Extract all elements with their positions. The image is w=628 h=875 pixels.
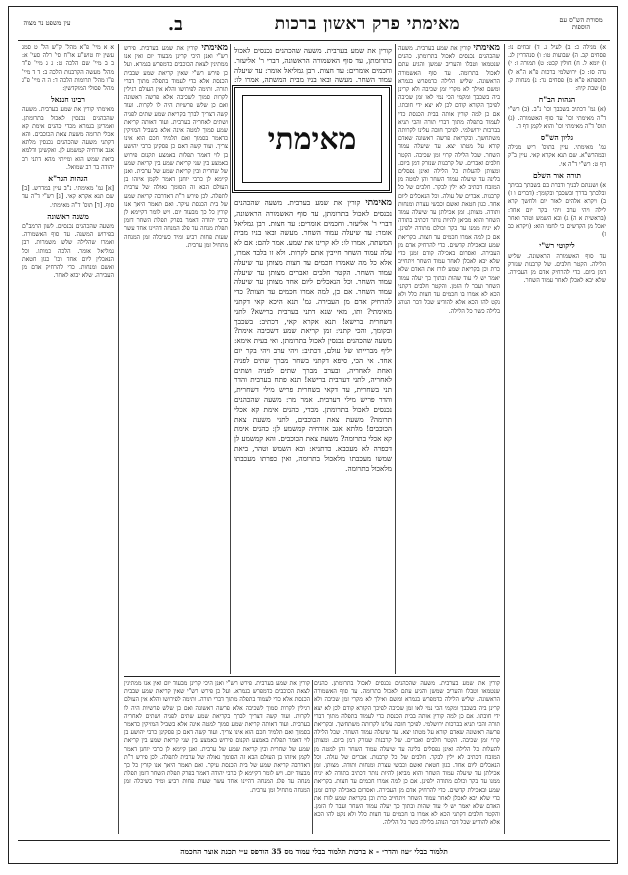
hagahot-gra-heading: הגהות הגר"א [48, 174, 88, 184]
page-header [18, 12, 610, 36]
tosafot-lead-word: מאימתי [201, 44, 228, 53]
rashi-text: קורין את שמע בערבית. משעה שהכהנים נכנסים לאכול בתרומתן. כהנים שנטמאו וטבלו והעריב שמשן והגיע עתם לאכול בתרומה. עד סוף האשמורה הראשונה. שליש הלילה כדמפרש בגמרא ומשם ואילך לא מקרי זמן שכיבה ולא קרינן ביה בשכבך ומקמי הכי נמי לאו זמן שכיבה לפיכך הקורא קודם לכן לא יצא ידי חובתו. אם כן למה קורין אותה בבית הכנסת כדי לעמוד בתפלה מתוך דברי תורה והכי תניא בברכות ירושלמי. לפיכך חובה עלינו לקרותה משתחשך. ובקריאת פרשה ראשונה שאדם קורא על מטתו יצא. עד שיעלה עמוד השחר. שכל הלילה קרוי זמן שכיבה. הקטר חלבים ואברים. של קרבנות שנזרק דמן ביום. ומצותן להעלות כל הלילה ואינן נפסלים בלינה עד שיעלה עמוד השחר והן למטה מן המזבח דכתיב לא ילין לבקר. חלבים של כל קרבנות. אברים של עולה. וכל הנאכלים ליום אחד. כגון חטאת ואשם וכבשי עצרת ומנחות ותודה. מצותן. זמן אכילתן עד שיעלה עמוד השחר והוא מביאן להיות נותר דכתיב בתודה לא יניח ממנו עד בקר וכולם מתודה ילפינן. אם כן למה אמרו חכמים עד חצות. בקריאת שמע ובאכילת קדשים. כדי להרחיק אדם מן העבירה. ואסרום באכילה קודם זמנן כדי שלא יבא לאכלן לאחר עמוד השחר ויתחייב כרת וכן בקריאת שמע לזרז את האדם שלא יאמר יש לי עוד שהות ובתוך כך יעלה עמוד השחר ועבר לו הזמן. והקטר חלבים דקתני הכא לא אמרו בו חכמים עד חצות כלל ולא נקט להו הכא אלא להודיע שכל דבר הנוהג בלילה כשר כל הלילה. [398, 45, 500, 315]
ein-mishpat-text: א א מיי' פ"א מהל' ק"ש הל' ט סמג עשין יח טוש"ע או"ח סי' רלה סעי' א: ב ב מיי' שם הלכה ט: ג ג מיי' פ"ד מהל' מעשה הקרבנות הלכה ב: ד ד מיי' פ"ו מהל' תרומות הלכה ד: ה ה מיי' פ"ג מהל' פסולי המוקדשין: [22, 44, 114, 93]
right-margin-divider [504, 44, 505, 834]
mishnah-rishonah-text: משעה שהכהנים נכנסים. לשון הרמב"ם בפירוש המשנה. עד סוף האשמורה. ואמרו שהלילה שלש משמרות. רבן גמליאל אומר. הלכה כמותו. וכל הנאכלין ליום אחד וכו' כגון חטאת ואשם ומנחות. כדי להרחיק אדם מן העבירה. שלא יבוא לאחר. [22, 223, 114, 280]
likutei-rashi-heading: ליקוטי רש"י [539, 241, 575, 251]
title-box-word: מאימתי [267, 121, 357, 157]
tosafot-column [124, 44, 228, 674]
page-footer: תלמוד בבלי ״עוז והדר״ - א ברכות תלמוד בבלי עמוד מס 35 הודפס ע״י תכנת אוצר החכמה [180, 847, 448, 856]
rashi-divider [395, 44, 396, 674]
title-box [232, 85, 392, 193]
header-rule [18, 40, 610, 41]
rashi-continuation-text: קורין את שמע בערבית. משעה שהכהנים נכנסים לאכול בתרומתן. כהנים שנטמאו וטבלו והעריב שמשן והגיע עתם לאכול בתרומה. עד סוף האשמורה הראשונה. שליש הלילה כדמפרש בגמרא ומשם ואילך לא מקרי זמן שכיבה ולא קרינן ביה בשכבך ומקמי הכי נמי לאו זמן שכיבה לפיכך הקורא קודם לכן לא יצא ידי חובתו. אם כן למה קורין אותה בבית הכנסת כדי לעמוד בתפלה מתוך דברי תורה והכי תניא בברכות ירושלמי. לפיכך חובה עלינו לקרותה משתחשך. ובקריאת פרשה ראשונה שאדם קורא על מטתו יצא. עד שיעלה עמוד השחר. שכל הלילה קרוי זמן שכיבה. הקטר חלבים ואברים. של קרבנות שנזרק דמן ביום. ומצותן להעלות כל הלילה ואינן נפסלים בלינה עד שיעלה עמוד השחר והן למטה מן המזבח דכתיב לא ילין לבקר. חלבים של כל קרבנות. אברים של עולה. וכל הנאכלים ליום אחד. כגון חטאת ואשם וכבשי עצרת ומנחות ותודה. מצותן. זמן אכילתן עד שיעלה עמוד השחר והוא מביאן להיות נותר דכתיב בתודה לא יניח ממנו עד בקר וכולם מתודה ילפינן. אם כן למה אמרו חכמים עד חצות. בקריאת שמע ובאכילת קדשים. כדי להרחיק אדם מן העבירה. ואסרום באכילה קודם זמנן כדי שלא יבא לאכלן לאחר עמוד השחר ויתחייב כרת וכן בקריאת שמע לזרז את האדם שלא יאמר יש לי עוד שהות ובתוך כך יעלה עמוד השחר ועבר לו הזמן. והקטר חלבים דקתני הכא לא אמרו בו חכמים עד חצות כלל ולא נקט להו הכא אלא להודיע שכל דבר הנוהג בלילה כשר כל הלילה. [314, 680, 500, 827]
gemara-intro-text: קורין את שמע בערבית. משעה שהכהנים נכנסים לאכול בתרומתן, עד סוף האשמורה הראשונה, דברי ר' אליעזר. וחכמים אומרים: עד חצות. רבן גמליאל אומר: עד שיעלה עמוד השחר. מעשה ובאו בניו מבית המשתה, אמרו לו: [234, 46, 392, 84]
rashi-lead-word: מאימתי [473, 44, 500, 53]
ein-mishpat-header-label: עין משפט נר מצוה [23, 19, 71, 28]
right-margin [508, 44, 606, 834]
hagahot-bach-heading: הגהות הב"ח [538, 95, 576, 105]
rashi-continuation [314, 680, 500, 834]
torah-or-heading: תורה אור השלם [533, 170, 581, 180]
left-margin [22, 44, 114, 834]
torah-or-text: א) ושננתם לבניך ודברת בם בשבתך בביתך ובלכתך בדרך ובשכבך ובקומך: (דברים ו ז) ב) ויקרא אלהים לאור יום ולחשך קרא לילה ויהי ערב ויהי בקר יום אחד: (בראשית א ה) ג) ובא השמש וטהר ואחר יאכל מן הקדשים כי לחמו הוא: (ויקרא כב ז) [508, 182, 606, 239]
lower-divider [312, 680, 313, 834]
tosafot-text: קורין את שמע בערבית. פירש רש"י ואנן היכי קרינן מבעוד יום ואין אנו ממתינין לצאת הכוכבים כדמפרש בגמרא. ועל כן פירש רש"י שאין קריאת שמע שבבית הכנסת אלא כדי לעמוד בתפלה מתוך דברי תורה. ותימה לפירושו והלא אין העולם רגילין לקרות סמוך לשכיבה אלא פרשה ראשונה ואם כן שלש פרשיות היה לו לקרות. ועוד קשה דצריך לברך בקריאת שמע שתים לפניה ושתים לאחריה בערבית. ועוד דאותה קריאת שמע סמוך למטה אינה אלא בשביל המזיקין כדאמר בסמוך ואם תלמיד חכם הוא אינו צריך. ועוד קשה דאם כן פסקינן כרבי יהושע בן לוי דאמר תפלות באמצע תקנום פירוש באמצע בין שני קריאת שמע בין קריאת שמע של שחרית ובין קריאת שמע של ערבית. ואנן קיימא לן כרבי יוחנן דאמר לקמן איזהו בן העולם הבא זה הסומך גאולה של ערבית לתפלה. לכן פירש ר"ת דאדרבה קריאת שמע של בית הכנסת עיקר. ואם תאמר היאך אנו קורין כל כך מבעוד יום. ויש לומר דקיימא לן כרבי יהודה דאמר בפרק תפלת השחר דזמן תפלת מנחה עד פלג המנחה דהיינו אחד עשר שעות פחות רביע ומיד כשיכלה זמן המנחה מתחיל זמן ערבית. [124, 45, 228, 249]
footer-rule [18, 840, 610, 841]
likutei-rashi-text: עד סוף האשמורה הראשונה. שליש הלילה. הקטר חלבים. של קרבנות שנזרק דמן ביום. כדי להרחיק אדם מן העבירה. שלא יבא לאכלן לאחר עמוד השחר. [508, 252, 606, 285]
gemara-main-text [234, 198, 392, 674]
title-box-inner [242, 95, 382, 183]
mesoret-header-label: מסורת הש"ס עם הוספות [559, 15, 603, 31]
rabbeinu-chananel-heading: רבינו חננאל [51, 95, 85, 105]
gemara-body: קורין את שמע בערבית. משעה שהכהנים נכנסים לאכול בתרומתן, עד סוף האשמורה הראשונה, דברי ר' אליעזר. וחכמים אומרים: עד חצות. רבן גמליאל אומר: עד שיעלה עמוד השחר. מעשה ובאו בניו מבית המשתה, אמרו לו: לא קרינו את שמע. אמר להם: אם לא עלה עמוד השחר חייבין אתם לקרות. ולא זו בלבד אמרו, אלא כל מה שאמרו חכמים עד חצות מצותן עד שיעלה עמוד השחר. הקטר חלבים ואברים מצותן עד שיעלה עמוד השחר. וכל הנאכלים ליום אחד מצותן עד שיעלה עמוד השחר. אם כן, למה אמרו חכמים עד חצות? כדי להרחיק אדם מן העבירה. גמ' תנא היכא קאי דקתני מאימתי? ותו, מאי שנא דתני בערבית ברישא? לתני דשחרית ברישא! תנא אקרא קאי, דכתיב: בשכבך ובקומך, והכי קתני: זמן קריאת שמע דשכיבה אימת? משעה שהכהנים נכנסין לאכול בתרומתן. ואי בעית אימא: יליף מברייתו של עולם, דכתיב: ויהי ערב ויהי בקר יום אחד. אי הכי, סיפא דקתני בשחר מברך שתים לפניה ואחת לאחריה, ובערב מברך שתים לפניה ושתים לאחריה, לתני דערבית ברישא! תנא פתח בערבית והדר תני בשחרית, עד דקאי בשחרית פריש מילי דשחרית, והדר פריש מילי דערבית. אמר מר: משעה שהכהנים נכנסים לאכול בתרומתן. מכדי, כהנים אימת קא אכלי תרומה? משעת צאת הכוכבים, לתני משעת צאת הכוכבים! מלתא אגב אורחיה קמשמע לן: כהנים אימת קא אכלי בתרומה? משעת צאת הכוכבים. והא קמשמע לן דכפרה לא מעכבא. כדתניא: ובא השמש וטהר, ביאת שמשו מעכבתו מלאכול בתרומה, ואין כפרתו מעכבתו מלאכול בתרומה. [234, 198, 392, 473]
gemara-lead-word: מאימתי [365, 198, 392, 208]
rabbeinu-chananel-text: מאימתי קורין את שמע בערבית. משעה שהכהנים נכנסין לאכול בתרומתן. ואמרינן בגמרא מכדי כהנים אימת קא אכלי תרומה משעת צאת הכוכבים. והא דקתני משעה שהכהנים נכנסין מלתא אגב אורחיה קמשמע לן. ואקשינן ודלמא ביאת שמש הוא ומייתי מהא דתני רב יהודה בר רב שמואל. [22, 106, 114, 171]
gilyon-hashas-heading: גליון הש"ס [540, 133, 574, 143]
gemara-top-block [234, 46, 392, 84]
tosafot-continuation-text: קורין את שמע בערבית. פירש רש"י ואנן היכי קרינן מבעוד יום ואין אנו ממתינין לצאת הכוכבים כדמפרש בגמרא. ועל כן פירש רש"י שאין קריאת שמע שבבית הכנסת אלא כדי לעמוד בתפלה מתוך דברי תורה. ותימה לפירושו והלא אין העולם רגילין לקרות סמוך לשכיבה אלא פרשה ראשונה ואם כן שלש פרשיות היה לו לקרות. ועוד קשה דצריך לברך בקריאת שמע שתים לפניה ושתים לאחריה בערבית. ועוד דאותה קריאת שמע סמוך למטה אינה אלא בשביל המזיקין כדאמר בסמוך ואם תלמיד חכם הוא אינו צריך. ועוד קשה דאם כן פסקינן כרבי יהושע בן לוי דאמר תפלות באמצע תקנום פירוש באמצע בין שני קריאת שמע בין קריאת שמע של שחרית ובין קריאת שמע של ערבית. ואנן קיימא לן כרבי יוחנן דאמר לקמן איזהו בן העולם הבא זה הסומך גאולה של ערבית לתפלה. לכן פירש ר"ת דאדרבה קריאת שמע של בית הכנסת עיקר. ואם תאמר היאך אנו קורין כל כך מבעוד יום. ויש לומר דקיימא לן כרבי יהודה דאמר בפרק תפלת השחר דזמן תפלת מנחה עד פלג המנחה דהיינו אחד עשר שעות פחות רביע ומיד כשיכלה זמן המנחה מתחיל זמן ערבית. [124, 680, 310, 794]
left-margin-divider [118, 44, 119, 834]
tosafot-continuation [124, 680, 310, 834]
hagahot-bach-text: (א) גמ' דכתיב בשכבך וכו' נ"ב. (ב) רש"י ד"ה מאימתי וכו' עד סוף האשמורה. (ג) תוס' ד"ה מאימתי וכו' והוא לקמן דף ד. [508, 106, 606, 130]
page-title: מאימתי פרק ראשון ברכות [274, 14, 461, 34]
mishnah-rishonah-heading: משנה ראשונה [47, 211, 89, 221]
hagahot-gra-text: [א] גמ' מאימתי. נ"ב עיין במדרש. [ב] שם תנא אקרא קאי. [ג] רש"י ד"ה עד סוף. [ד] תוס' ד"ה מאימתי. [22, 185, 114, 209]
gilyon-hashas-text: גמ' מאימתי. עיין בתוס' ריש מגילה ובמהרש"א. שם תנא אקרא קאי. עיין ב"ק דף ט: רש"י ד"ה אי. [508, 144, 606, 168]
mesoret-text: א) מגילה כ: ב) לעיל ג. ד) זבחים נו: פסחים קב. ה) שבועות טו: ו) סנהדרין לג. ז) יומא ל. ח) חולין קכט: ט) תמורה ז: י) נדה סז: כ) ירושלמי ברכות פ"א ה"א ל) תוספתא פ"א מ) פסחים נד: נ) מנחות ק. ס) שבת קיח: [508, 44, 606, 93]
rashi-column [398, 44, 500, 674]
tosafot-divider [230, 44, 231, 674]
lower-rule [124, 676, 500, 677]
folio-number: ב. [167, 13, 183, 35]
